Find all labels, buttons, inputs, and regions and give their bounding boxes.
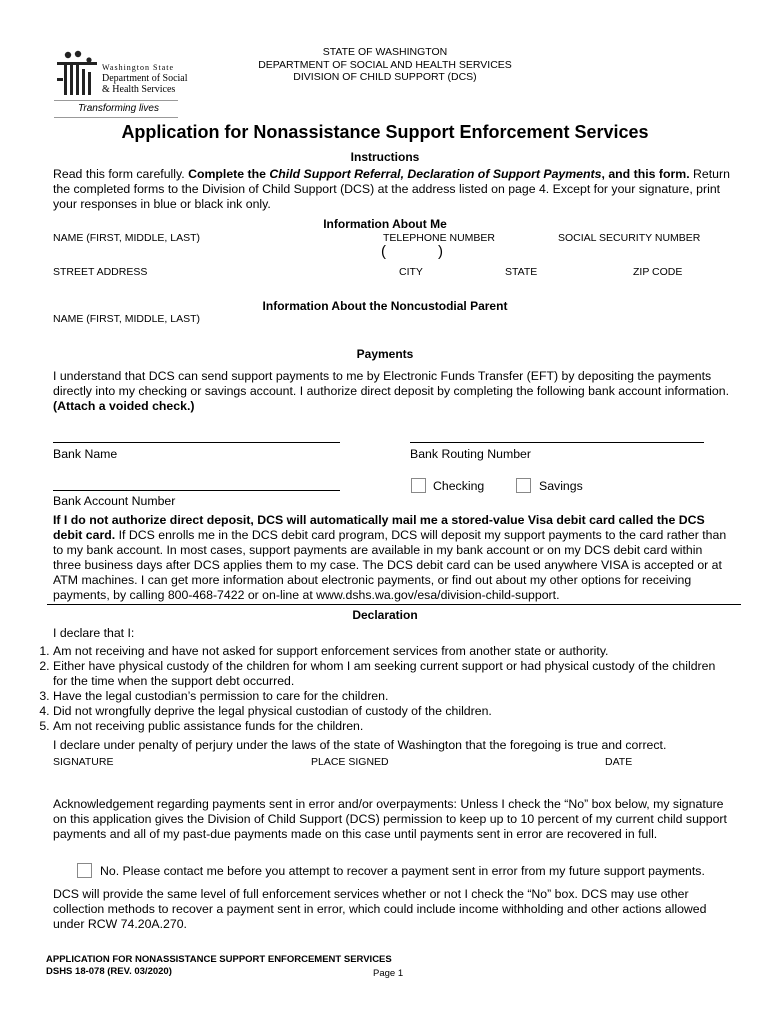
footer-form-number: DSHS 18-078 (REV. 03/2020) [46,966,172,977]
declaration-item: 5. Am not receiving public assistance funds for the children. [53,719,733,734]
declaration-heading: Declaration [352,608,418,622]
footer-page-number: Page 1 [373,968,404,979]
bank-name-field[interactable] [53,442,340,443]
ncp-heading: Information About the Noncustodial Parent [262,299,508,313]
area-code-open-paren: ( [381,243,386,260]
acknowledgement-text: Acknowledgement regarding payments sent in error and/or overpayments: Unless I check the “No” box below, my signature on this application gives the Division of Child Support (DCS) permission to keep up to 10 percent of my current child support payments and all of my past-due payments made on this case until payments sent in error are recovered in full. [53,797,727,841]
routing-number-label: Bank Routing Number [410,447,531,461]
checking-checkbox[interactable] [411,478,426,493]
account-number-field[interactable] [53,490,340,491]
footer-form-title: APPLICATION FOR NONASSISTANCE SUPPORT ENFORCEMENT SERVICES [46,954,392,965]
debit-card-text: If I do not authorize direct deposit, DCS will automatically mail me a stored-value Visa debit card called the DCS debit card. If DCS enrolls me in the DCS debit card program, DCS will deposit my support payments to the card rather than to my bank account. In most cases, support payments are available in my bank account or on my DCS debit card within three business days after DCS applies them to my case. The DCS debit card can be used anywhere VISA is accepted or at ATM machines. I can get more information about electronic payments, or find out about my other options for receiving payments, by calling 800-468-7422 or on-line at www.dshs.wa.gov/esa/division-child-support. [53,513,727,602]
logo-agency-name: Washington State Department of Social & Health Services [102,63,188,95]
instructions-heading: Instructions [350,150,420,164]
no-recovery-label: No. Please contact me before you attempt to recover a payment sent in error from my future support payments. [100,864,705,878]
applicant-name-label: NAME (FIRST, MIDDLE, LAST) [53,232,201,244]
state-label: STATE [505,266,538,278]
declaration-intro: I declare that I: [53,626,135,640]
perjury-statement: I declare under penalty of perjury under the laws of the state of Washington that the foregoing is true and correct. [53,738,667,752]
street-address-label: STREET ADDRESS [53,266,148,278]
declaration-item: 2. Either have physical custody of the children for whom I am seeking current support or had physical custody of the children for the time when the support debt occurred. [53,659,733,689]
instructions-text: Read this form carefully. Complete the Child Support Referral, Declaration of Support Payments, and this form. Return the completed forms to the Division of Child Support (DCS) at the address listed on page 4. Except for your signature, print your responses in blue or black ink only. [53,167,730,211]
declaration-item: 3. Have the legal custodian’s permission to care for the children. [53,689,733,704]
routing-number-field[interactable] [410,442,704,443]
telephone-label: TELEPHONE NUMBER [383,232,496,244]
place-signed-label: PLACE SIGNED [311,756,389,768]
payments-text: I understand that DCS can send support payments to me by Electronic Funds Transfer (EFT) by depositing the payments directly into my checking or savings account. I authorize direct deposit by completing the following bank account information. (Attach a voided check.) [53,369,729,413]
logo-tagline: Transforming lives [78,103,159,114]
bank-name-label: Bank Name [53,447,118,461]
savings-checkbox[interactable] [516,478,531,493]
section-divider [47,604,741,605]
ssn-label: SOCIAL SECURITY NUMBER [558,232,701,244]
agency-header: STATE OF WASHINGTON DEPARTMENT OF SOCIAL AND HEALTH SERVICES DIVISION OF CHILD SUPPORT (DCS) [258,46,512,83]
date-label: DATE [605,756,633,768]
declaration-item: 1. Am not receiving and have not asked for support enforcement services from another state or authority. [53,644,733,659]
signature-label: SIGNATURE [53,756,114,768]
savings-label: Savings [539,479,583,493]
page-title: Application for Nonassistance Support Enforcement Services [121,122,649,142]
no-recovery-checkbox[interactable] [77,863,92,878]
declaration-item: 4. Did not wrongfully deprive the legal physical custodian of custody of the children. [53,704,733,719]
declaration-list [31,644,733,734]
about-me-heading: Information About Me [323,217,447,231]
ncp-name-label: NAME (FIRST, MIDDLE, LAST) [53,313,201,325]
payments-heading: Payments [356,347,414,361]
zip-code-label: ZIP CODE [633,266,683,278]
checking-label: Checking [433,479,485,493]
city-label: CITY [399,266,423,278]
dshs-people-logo-icon [54,50,100,96]
dcs-collection-text: DCS will provide the same level of full enforcement services whether or not I check the “No” box. DCS may use other collection methods to recover a payment sent in error, which could include income withholding and other actions allowed under RCW 74.20A.270. [53,887,707,931]
account-number-label: Bank Account Number [53,494,176,508]
area-code-close-paren: ) [438,243,443,260]
